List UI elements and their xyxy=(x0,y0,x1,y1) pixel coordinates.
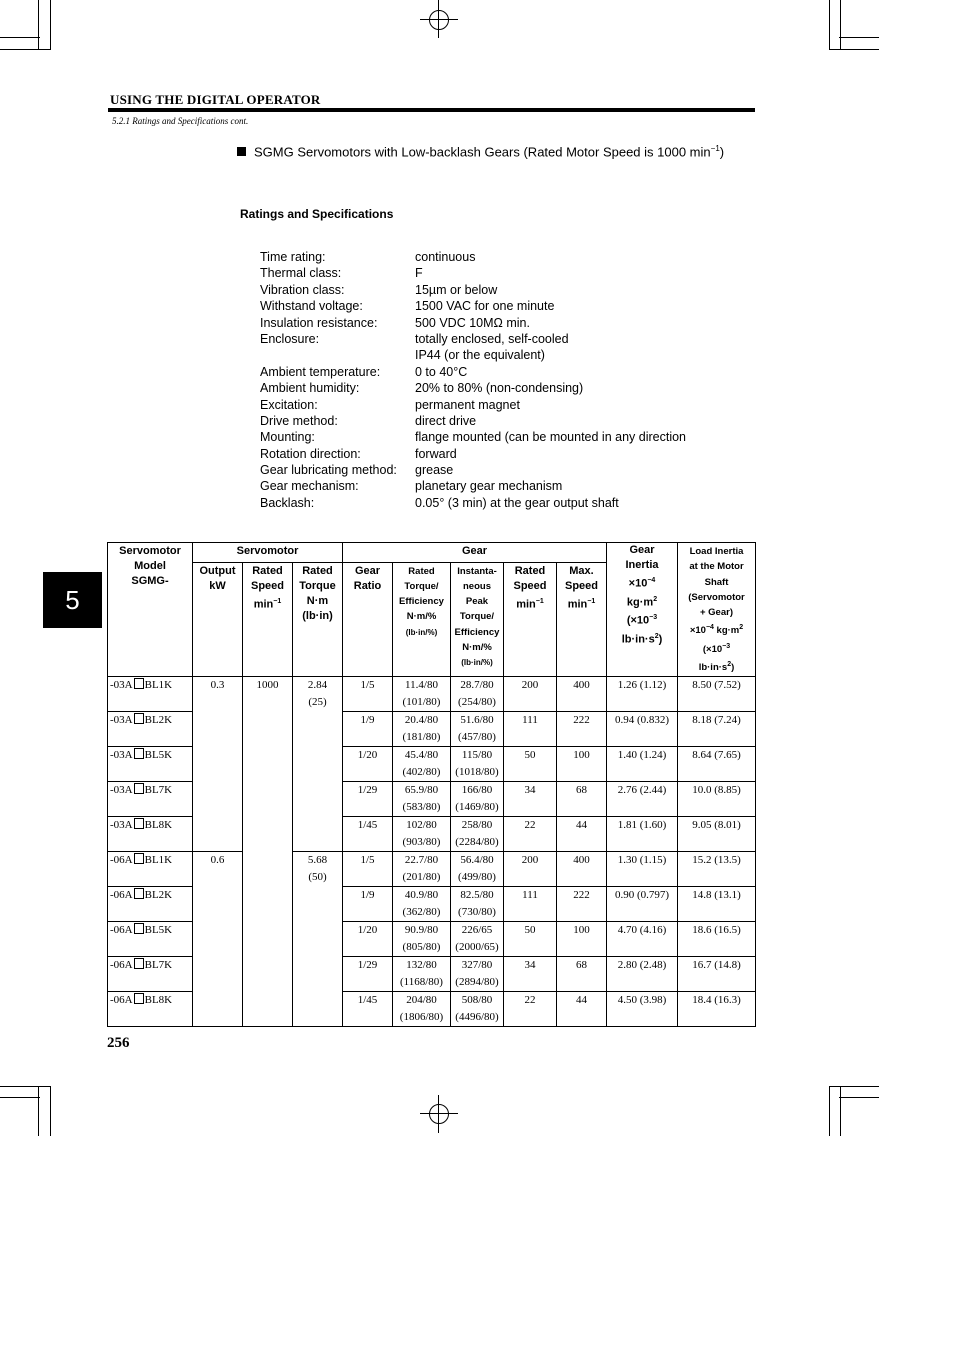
cell-output xyxy=(193,746,243,781)
cell-peak-torque: 508/80 (4496/80) xyxy=(451,991,504,1026)
header-gear-rated-torque: Rated Torque/ Efficiency N·m/% (lb·in/%) xyxy=(393,562,451,676)
table-row xyxy=(108,886,756,921)
cell-gear-rated-torque: 102/80 (903/80) xyxy=(393,816,451,851)
spec-row xyxy=(260,364,686,380)
spec-label: Time rating: xyxy=(260,250,326,264)
crop-mark xyxy=(0,37,40,38)
cell-gear-rated-torque: 90.9/80 (805/80) xyxy=(393,921,451,956)
cell-rated-speed xyxy=(243,851,293,886)
spec-value: continuous xyxy=(415,250,476,264)
spec-row xyxy=(260,249,686,265)
crop-mark xyxy=(839,1097,879,1098)
cell-gear-ratio: 1/29 xyxy=(343,956,393,991)
cell-gear-inertia: 4.50 (3.98) xyxy=(607,991,678,1026)
spec-label: Enclosure: xyxy=(260,331,320,346)
placeholder-box-icon xyxy=(134,923,144,934)
cell-gear-rated-speed: 50 xyxy=(504,746,557,781)
crop-mark xyxy=(50,1086,51,1136)
chapter-tab: 5 xyxy=(43,572,102,628)
placeholder-box-icon xyxy=(134,958,144,969)
cell-gear-inertia: 1.40 (1.24) xyxy=(607,746,678,781)
placeholder-box-icon xyxy=(134,888,144,899)
registration-mark xyxy=(438,1095,439,1133)
cell-gear-rated-speed: 34 xyxy=(504,781,557,816)
cell-gear-ratio: 1/20 xyxy=(343,921,393,956)
registration-mark xyxy=(420,1113,458,1114)
cell-gear-ratio: 1/5 xyxy=(343,676,393,711)
spec-row xyxy=(260,347,686,363)
spec-row xyxy=(260,265,686,281)
cell-load-inertia: 10.0 (8.85) xyxy=(678,781,756,816)
cell-gear-rated-speed: 22 xyxy=(504,816,557,851)
table-row xyxy=(108,781,756,816)
spec-label: Mounting: xyxy=(260,430,315,445)
cell-gear-max-speed: 68 xyxy=(557,956,607,991)
crop-mark xyxy=(829,49,879,50)
cell-model: -03A BL7K xyxy=(108,781,193,816)
cell-gear-rated-speed: 111 xyxy=(504,886,557,921)
cell-rated-speed xyxy=(243,921,293,956)
cell-load-inertia: 8.18 (7.24) xyxy=(678,711,756,746)
cell-load-inertia: 14.8 (13.1) xyxy=(678,886,756,921)
spec-value: 1500 VAC for one minute xyxy=(415,299,555,314)
cell-model: -06A BL8K xyxy=(108,991,193,1026)
sub-heading: Ratings and Specifications xyxy=(240,207,394,221)
spec-label: Ambient humidity: xyxy=(260,381,360,396)
spec-value: 0 to 40°C xyxy=(415,364,468,379)
cell-model: -06A BL1K xyxy=(108,851,193,886)
cell-peak-torque: 258/80 (2284/80) xyxy=(451,816,504,851)
cell-peak-torque: 28.7/80 (254/80) xyxy=(451,676,504,711)
spec-value: IP44 (or the equivalent) xyxy=(415,348,545,363)
cell-gear-ratio: 1/20 xyxy=(343,746,393,781)
spec-row xyxy=(260,331,686,347)
header-gear-inertia: Gear Inertia $\times 10^{-4}$ $kg\cdot m^2$ ($\times 10^{-3}$ $lb\cdot in\cdot s^2$) xyxy=(607,543,678,677)
section-heading xyxy=(237,144,724,159)
crop-mark xyxy=(840,1086,841,1136)
spec-label: Excitation: xyxy=(260,397,318,412)
crop-mark xyxy=(38,0,39,50)
placeholder-box-icon xyxy=(134,713,144,724)
table-row xyxy=(108,746,756,781)
cell-model: -06A BL2K xyxy=(108,886,193,921)
crop-mark xyxy=(50,0,51,50)
spec-row xyxy=(260,397,686,413)
cell-rated-speed xyxy=(243,956,293,991)
cell-gear-ratio: 1/45 xyxy=(343,991,393,1026)
spec-label: Drive method: xyxy=(260,413,338,428)
placeholder-box-icon xyxy=(134,993,144,1004)
registration-mark xyxy=(420,19,458,20)
header-servomotor-group: Servomotor xyxy=(193,543,343,563)
spec-row xyxy=(260,478,686,494)
spec-row xyxy=(260,462,686,478)
placeholder-box-icon xyxy=(134,748,144,759)
cell-model: -06A BL7K xyxy=(108,956,193,991)
header-peak-torque: Instanta- neous Peak Torque/ Efficiency N·m/% (lb·in/%) xyxy=(451,562,504,676)
header-rule xyxy=(108,108,755,112)
table-row xyxy=(108,921,756,956)
spec-row xyxy=(260,298,686,314)
cell-output xyxy=(193,991,243,1026)
cell-rated-torque xyxy=(293,991,343,1026)
cell-load-inertia: 18.4 (16.3) xyxy=(678,991,756,1026)
cell-gear-rated-speed: 50 xyxy=(504,921,557,956)
cell-gear-rated-torque: 65.9/80 (583/80) xyxy=(393,781,451,816)
spec-label: Ambient temperature: xyxy=(260,364,381,379)
table-row xyxy=(108,676,756,711)
cell-rated-torque xyxy=(293,816,343,851)
table-row xyxy=(108,991,756,1026)
spec-value: forward xyxy=(415,446,457,461)
cell-rated-speed xyxy=(243,886,293,921)
cell-gear-max-speed: 400 xyxy=(557,851,607,886)
registration-mark xyxy=(429,10,449,30)
spec-value: 15µm or below xyxy=(415,282,498,297)
cell-gear-inertia: 2.80 (2.48) xyxy=(607,956,678,991)
placeholder-box-icon xyxy=(134,678,144,689)
cell-model: -03A BL5K xyxy=(108,746,193,781)
spec-label: Rotation direction: xyxy=(260,446,361,461)
cell-gear-rated-speed: 200 xyxy=(504,851,557,886)
spec-label: Vibration class: xyxy=(260,282,345,297)
cell-gear-ratio: 1/29 xyxy=(343,781,393,816)
crop-mark xyxy=(829,0,830,50)
cell-gear-rated-speed: 200 xyxy=(504,676,557,711)
cell-gear-rated-torque: 20.4/80 (181/80) xyxy=(393,711,451,746)
cell-gear-inertia: 4.70 (4.16) xyxy=(607,921,678,956)
cell-rated-speed xyxy=(243,711,293,746)
spec-value: planetary gear mechanism xyxy=(415,479,563,494)
spec-value: flange mounted (can be mounted in any direction xyxy=(415,430,687,445)
cell-gear-max-speed: 68 xyxy=(557,781,607,816)
cell-gear-rated-torque: 45.4/80 (402/80) xyxy=(393,746,451,781)
cell-rated-speed xyxy=(243,781,293,816)
placeholder-box-icon xyxy=(134,853,144,864)
cell-output xyxy=(193,886,243,921)
cell-load-inertia: 8.50 (7.52) xyxy=(678,676,756,711)
section-heading-text: SGMG Servomotors with Low-backlash Gears (Rated Motor Speed is 1000 min xyxy=(254,144,711,160)
cell-rated-torque: 5.68 (50) xyxy=(293,851,343,886)
cell-model: -03A BL8K xyxy=(108,816,193,851)
cell-rated-torque xyxy=(293,886,343,921)
chapter-title: USING THE DIGITAL OPERATOR xyxy=(110,92,321,107)
cell-rated-torque xyxy=(293,781,343,816)
cell-model: -03A BL2K xyxy=(108,711,193,746)
cell-rated-speed: 1000 xyxy=(243,676,293,711)
subsection-label: 5.2.1 Ratings and Specifications cont. xyxy=(112,116,249,126)
header-model: Servomotor Model SGMG- xyxy=(108,543,193,677)
cell-gear-max-speed: 400 xyxy=(557,676,607,711)
cell-rated-speed xyxy=(243,746,293,781)
header-gear-group: Gear xyxy=(343,543,607,563)
cell-gear-rated-torque: 11.4/80 (101/80) xyxy=(393,676,451,711)
cell-gear-rated-torque: 204/80 (1806/80) xyxy=(393,991,451,1026)
cell-peak-torque: 51.6/80 (457/80) xyxy=(451,711,504,746)
cell-gear-max-speed: 222 xyxy=(557,886,607,921)
cell-gear-max-speed: 100 xyxy=(557,921,607,956)
ratings-table xyxy=(107,542,756,1027)
cell-output xyxy=(193,711,243,746)
cell-gear-max-speed: 44 xyxy=(557,816,607,851)
registration-mark xyxy=(438,0,439,38)
placeholder-box-icon xyxy=(134,818,144,829)
spec-value: totally enclosed, self-cooled xyxy=(415,331,569,346)
cell-load-inertia: 16.7 (14.8) xyxy=(678,956,756,991)
header-gear-ratio: Gear Ratio xyxy=(343,562,393,676)
cell-gear-rated-torque: 40.9/80 (362/80) xyxy=(393,886,451,921)
cell-model: -03A BL1K xyxy=(108,676,193,711)
spec-row xyxy=(260,380,686,396)
header-rated-speed: Rated Speed $\min^{-1}$ xyxy=(243,562,293,676)
header-output: Output kW xyxy=(193,562,243,676)
crop-mark xyxy=(829,1086,830,1136)
cell-peak-torque: 56.4/80 (499/80) xyxy=(451,851,504,886)
spec-row xyxy=(260,413,686,429)
spec-value: F xyxy=(415,266,423,281)
spec-value: permanent magnet xyxy=(415,397,520,412)
cell-rated-torque xyxy=(293,746,343,781)
cell-gear-inertia: 1.81 (1.60) xyxy=(607,816,678,851)
spec-row xyxy=(260,429,686,445)
cell-gear-inertia: 1.26 (1.12) xyxy=(607,676,678,711)
spec-label: Thermal class: xyxy=(260,266,342,281)
crop-mark xyxy=(0,1086,50,1087)
spec-value: 20% to 80% (non-condensing) xyxy=(415,381,584,396)
cell-peak-torque: 226/65 (2000/65) xyxy=(451,921,504,956)
header-rated-torque: Rated Torque N·m (lb·in) xyxy=(293,562,343,676)
cell-gear-ratio: 1/45 xyxy=(343,816,393,851)
cell-output xyxy=(193,816,243,851)
cell-load-inertia: 8.64 (7.65) xyxy=(678,746,756,781)
cell-rated-torque xyxy=(293,711,343,746)
cell-gear-inertia: 0.94 (0.832) xyxy=(607,711,678,746)
cell-output xyxy=(193,956,243,991)
cell-gear-rated-torque: 132/80 (1168/80) xyxy=(393,956,451,991)
spec-row xyxy=(260,282,686,298)
cell-output: 0.6 xyxy=(193,851,243,886)
cell-gear-inertia: 1.30 (1.15) xyxy=(607,851,678,886)
spec-value: direct drive xyxy=(415,413,477,428)
spec-label: Gear lubricating method: xyxy=(260,463,397,478)
crop-mark xyxy=(840,0,841,50)
cell-rated-torque xyxy=(293,921,343,956)
square-bullet-icon xyxy=(237,147,246,156)
cell-gear-max-speed: 222 xyxy=(557,711,607,746)
cell-rated-speed xyxy=(243,816,293,851)
cell-gear-ratio: 1/5 xyxy=(343,851,393,886)
table-row xyxy=(108,711,756,746)
cell-output xyxy=(193,921,243,956)
header-gear-max-speed: Max. Speed $\min^{-1}$ xyxy=(557,562,607,676)
cell-peak-torque: 327/80 (2894/80) xyxy=(451,956,504,991)
spec-row xyxy=(260,495,686,511)
section-heading-superscript: −1 xyxy=(710,144,720,153)
spec-label: Insulation resistance: xyxy=(260,315,378,330)
cell-rated-torque xyxy=(293,956,343,991)
header-load-inertia: Load Inertia at the Motor Shaft (Servomotor + Gear) $\times 10^{-4}$ $kg\cdot m^2$ ($\times 10^{-3}$ $lb\cdot in\cdot s^2$) xyxy=(678,543,756,677)
cell-gear-rated-speed: 111 xyxy=(504,711,557,746)
placeholder-box-icon xyxy=(134,783,144,794)
crop-mark xyxy=(38,1086,39,1136)
cell-gear-ratio: 1/9 xyxy=(343,886,393,921)
cell-load-inertia: 18.6 (16.5) xyxy=(678,921,756,956)
cell-peak-torque: 115/80 (1018/80) xyxy=(451,746,504,781)
cell-peak-torque: 166/80 (1469/80) xyxy=(451,781,504,816)
cell-output: 0.3 xyxy=(193,676,243,711)
crop-mark xyxy=(0,1097,40,1098)
spec-value: 500 VDC 10MΩ min. xyxy=(415,315,530,330)
spec-value: 0.05° (3 min) at the gear output shaft xyxy=(415,495,619,510)
crop-mark xyxy=(829,1086,879,1087)
cell-load-inertia: 15.2 (13.5) xyxy=(678,851,756,886)
page-number: 256 xyxy=(107,1035,130,1051)
cell-gear-max-speed: 44 xyxy=(557,991,607,1026)
cell-gear-rated-speed: 22 xyxy=(504,991,557,1026)
section-heading-end: ) xyxy=(719,144,725,160)
crop-mark xyxy=(0,49,50,50)
cell-gear-rated-torque: 22.7/80 (201/80) xyxy=(393,851,451,886)
spec-label: Backlash: xyxy=(260,495,315,510)
spec-label: Withstand voltage: xyxy=(260,299,363,314)
spec-label: Gear mechanism: xyxy=(260,479,359,494)
cell-gear-rated-speed: 34 xyxy=(504,956,557,991)
cell-gear-inertia: 0.90 (0.797) xyxy=(607,886,678,921)
cell-gear-max-speed: 100 xyxy=(557,746,607,781)
cell-gear-ratio: 1/9 xyxy=(343,711,393,746)
cell-load-inertia: 9.05 (8.01) xyxy=(678,816,756,851)
table-row xyxy=(108,956,756,991)
cell-rated-speed xyxy=(243,991,293,1026)
spec-row xyxy=(260,446,686,462)
crop-mark xyxy=(839,37,879,38)
spec-value: grease xyxy=(415,463,454,478)
registration-mark xyxy=(429,1104,449,1124)
header-gear-rated-speed: Rated Speed $\min^{-1}$ xyxy=(504,562,557,676)
table-row xyxy=(108,816,756,851)
cell-model: -06A BL5K xyxy=(108,921,193,956)
spec-list xyxy=(260,249,686,511)
spec-row xyxy=(260,315,686,331)
cell-rated-torque: 2.84 (25) xyxy=(293,676,343,711)
table-row xyxy=(108,851,756,886)
cell-gear-inertia: 2.76 (2.44) xyxy=(607,781,678,816)
cell-peak-torque: 82.5/80 (730/80) xyxy=(451,886,504,921)
cell-output xyxy=(193,781,243,816)
